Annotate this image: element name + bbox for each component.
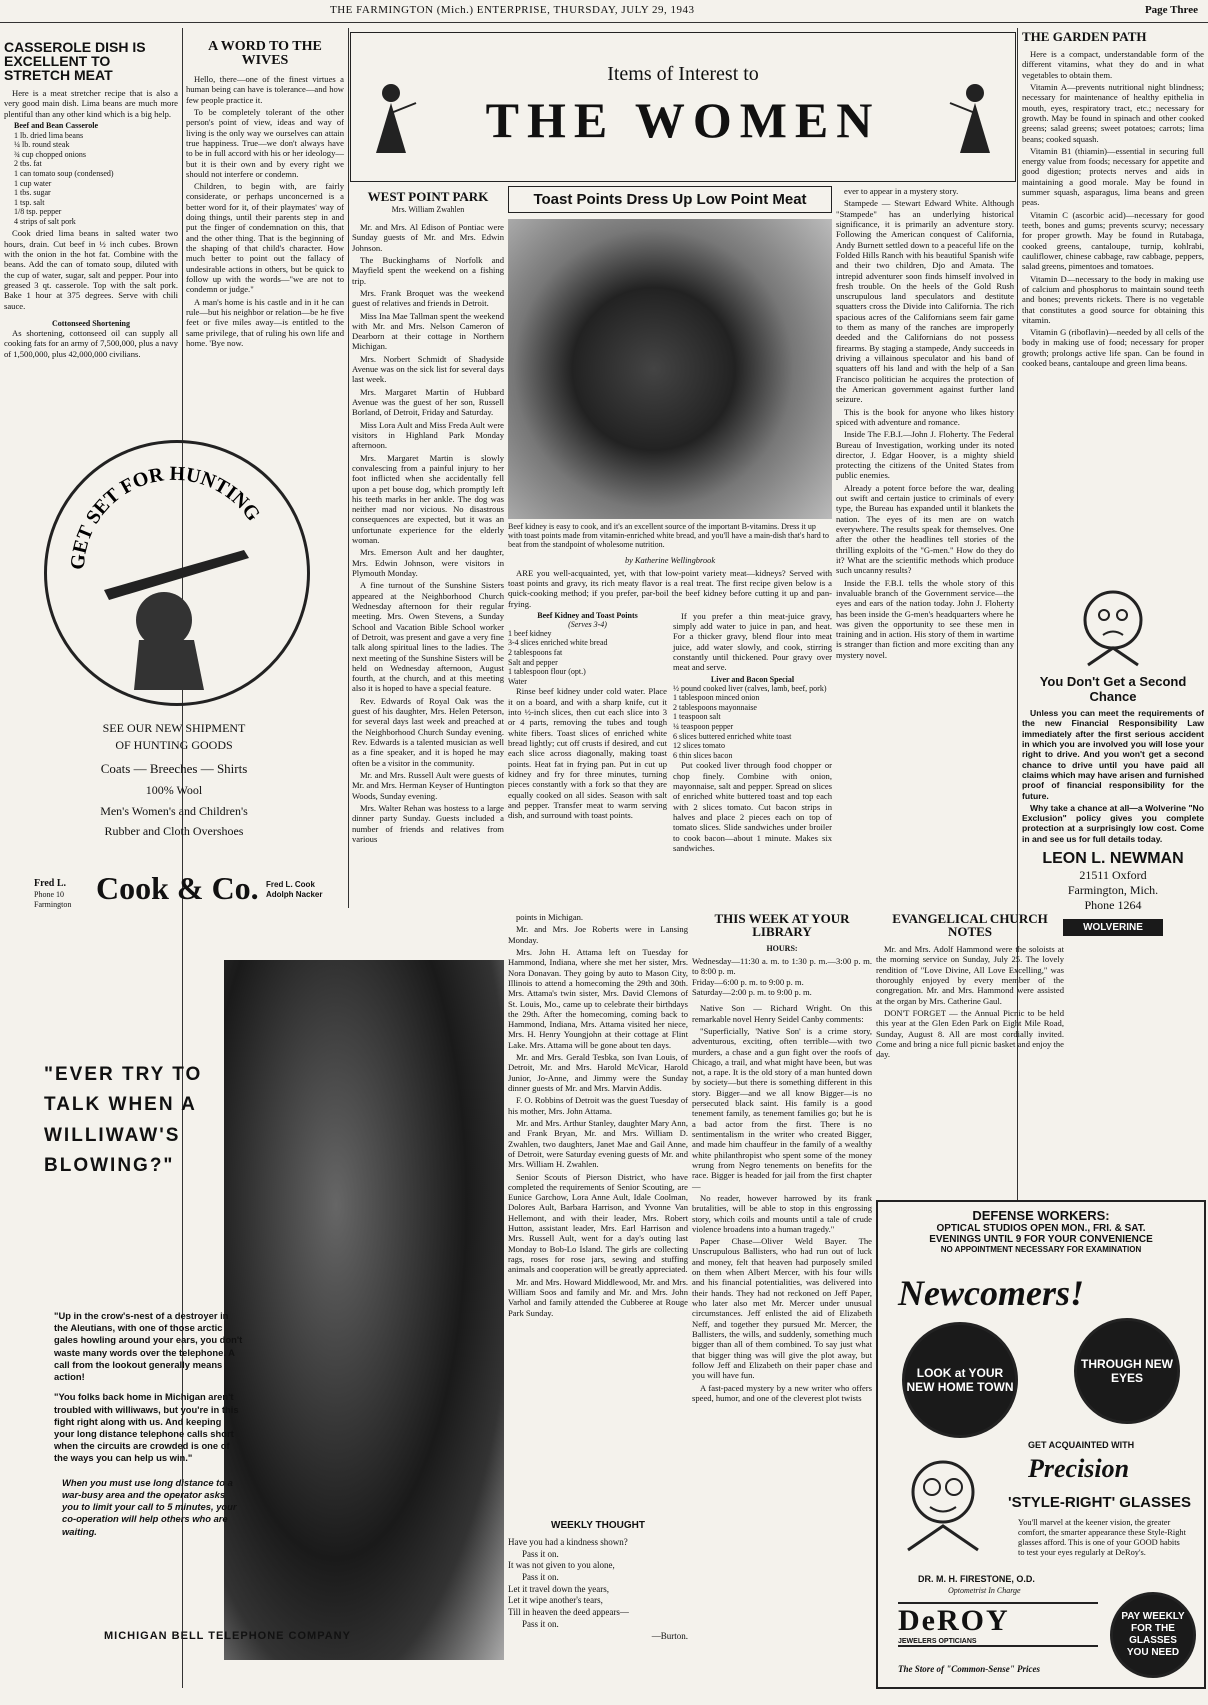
wolverine-logo: WOLVERINE <box>1063 919 1163 936</box>
westpoint-title: WEST POINT PARK <box>367 189 489 204</box>
library-title: THIS WEEK AT YOUR LIBRARY <box>714 911 850 939</box>
casserole-method: Cook dried lima beans in salted water two hours, drain. Cut beef in ½ inch cubes. Brown with the onion in the hot fat. Combine with the beans. Add the can of tomato soup, diluted with the cup of water, sugar, salt and pepper. Pour into greased 3 qt. casserole. Top with the salt pork. Bake 1 hour at 375 degrees. Serve with chili sauce. <box>4 228 178 311</box>
casserole-article <box>4 40 178 400</box>
bubble-left: LOOK at YOUR NEW HOME TOWN <box>902 1322 1018 1438</box>
banner-main: THE WOMEN <box>485 92 881 148</box>
church-article <box>876 912 1064 1192</box>
ingredient: 2 tbs. fat <box>14 159 42 169</box>
hunter-illustration-icon <box>44 440 304 700</box>
newman-city: Farmington, Mich. <box>1067 883 1159 898</box>
toast-article <box>508 186 832 908</box>
ingredient: 1 cup water <box>14 178 52 188</box>
church-title: EVANGELICAL CHURCH NOTES <box>892 911 1048 939</box>
recipe-title: Beef and Bean Casserole <box>14 120 99 130</box>
newman-ad <box>1022 580 1204 940</box>
hunting-line: SEE OUR NEW SHIPMENT <box>102 721 246 735</box>
page-number: Page Three <box>1144 4 1198 16</box>
recipe-ingredients: 1 beef kidney 3-4 slices enriched white bread 2 tablespoons fat Salt and pepper 1 tablespoon flour (opt.) Water <box>508 628 608 686</box>
westpoint-continued-body: points in Michigan. Mr. and Mrs. Joe Roberts were in Lansing Monday. Mrs. John H. Attama left on Tuesday for Hammond, Indiana, where she met her sister, Mrs. Nora Donavan. They going by auto to Mason City, Illinois to attend a homecoming the 29th and 30th. Mrs. Attama's twin sister, Mrs. David Clemons of St. Louis, Mo., came up to celebrate their birthdays the 29th. After the homecoming, coming back to Hammond, Indiana, Mrs. Attama visited her niece, Mrs. H. Henry Youngjohn at their cottage at Flint Lake. Mrs. Attama will be gone about ten days. Mr. and Mrs. Gerald Tesbka, son Ivan Louis, of Detroit, Mr. and Mrs. Harold McVicar, Harold Junior, Jo-Anne, and Jimmy were the Sunday dinner guests of Mr. and Mrs. Marvin Addis. F. O. Robbins of Detroit was the guest Tuesday of his mother, Mrs. John Attama. Mr. and Mrs. Arthur Stanley, daughter Mary Ann, and Frank Bryan, Mr. and Mrs. William D. Zwahlen, two daughters, Janet Mae and Gail Anne, of Detroit, were Saturday evening guests of Mr. and Mrs. William H. Zwahlen. Senior Scouts of Pierson District, who have completed the requirements of Senior Scouting, are Eunice Garchow, Lora Anne Ault, Idale Coolman, Dolores Ault, Barbara Harrison, and Yvonne Van Hellemont, and with their leader, Mrs. Robert Hutton, assistant leader, Mrs. Earl Harrison and Mrs. Russell Ault, went for a day's outing last Monday to Bob-Lo Island. The girls are collecting rags, roses for rose jars, sewing and stuffing animals and cooperation will be greatly appreciated. Mr. and Mrs. Howard Middlewood, Mr. and Mrs. William Soos and family and Mr. and Mrs. John Varhol and family attended the Cubberee at Rouge Park Sunday. <box>508 912 688 1318</box>
hunting-left-info: Fred L. Phone 10 Farmington <box>34 878 72 909</box>
recipe-title: Liver and Bacon Special <box>710 674 795 684</box>
doctor-title: Optometrist In Charge <box>948 1586 1021 1595</box>
recipe-serves: (Serves 3-4) <box>568 619 607 629</box>
ingredient: 1/8 tsp. pepper <box>14 207 62 217</box>
woman-figure-right-icon <box>945 73 1005 173</box>
hunting-line: 100% Wool <box>145 782 203 797</box>
man-with-glasses-icon <box>888 1442 998 1552</box>
masthead: THE FARMINGTON (Mich.) ENTERPRISE, THURSDAY, JULY 29, 1943 <box>330 4 695 16</box>
newman-headline: You Don't Get a Second Chance <box>1039 674 1187 704</box>
newman-body: Unless you can meet the requirements of the new Financial Responsibility Law immediately after the first serious accident in which you are involved you will lose your right to drive. And you won't get a second chance to drive until you have paid all claims which may have arisen and furnished proof of financial responsibility for the future. Why take a chance at all—a Wolverine "No Exclusion" policy gives you complete protection at a surprisingly low cost. Come in and see us for full details today. <box>1022 708 1204 844</box>
casserole-intro: Here is a meat stretcher recipe that is also a very good main dish. Lima beans are much more plentiful than any other kind which is a big help. <box>4 88 178 119</box>
hunting-line: Rubber and Cloth Overshoes <box>104 824 244 839</box>
library-body: Native Son — Richard Wright. On this remarkable novel Henry Seidel Canby comments: "Superficially, 'Native Son' is a crime story, adventurous, exciting, often terrible—with two murders, a chase and a gun fight over the roofs of Chicago, a trail, and what might have been, but was not, a rape. It is the old story of a man hunted down by society—but there is something different in this story. Bigger—and we all know Bigger—is no persecuted black saint. His family is a good tenement family, as tenement families go; but he is a bad actor from the first. There is no sentimentalism in the writer who created Bigger, and made him chauffeur in the family of a wealthy white philanthropist who spent some of the money wrung from Negro tenements on benefits for the race. Bigger is headed for jail from the first chapter— No reader, however harrowed by its frank brutalities, will be able to stop in this engrossing story, which coils and mounts until a tale of crude violence broadens into a human tragedy." Paper Chase—Oliver Weld Bayer. The Unscrupulous Ballisters, who had run out of luck and money, felt that heaven had purposely smiled on them when Albert Mercer, with his four wills and his financial potentialities, was delivered into their hands. They had not reckoned on Jeff Paper, who later also met Mr. Mercer under unusual circumstances. Jeff enlisted the aid of Elizabeth Neff, and together they pursued Mr. Mercer, the Ballisters, the wills, and suddenly, something much bigger than all of them combined. To say just what that bigger thing was will give the plot away, but follow Jeff and Elizabeth on their paper chase and you will have fun. A fast-paced mystery by a new writer who offers speed, humor, and one of the cleverest plot twists <box>692 1003 872 1403</box>
recipe-title: Beef Kidney and Toast Points <box>537 610 638 620</box>
westpoint-byline: Mrs. William Zwahlen <box>391 205 465 214</box>
deroy-ad <box>876 1200 1206 1689</box>
cottonseed-text: As shortening, cottonseed oil can supply all cooking fats for an army of 7,500,000, plus a navy of 1,500,000, plus 42,000,000 civilians. <box>4 327 178 359</box>
ingredient: 1 lb. dried lima beans <box>14 130 84 140</box>
casserole-recipe <box>14 121 178 227</box>
garden-title: THE GARDEN PATH <box>1022 29 1147 44</box>
column-rule <box>348 28 349 908</box>
gravy-text: If you prefer a thin meat-juice gravy, simply add water to juice in pan, and heat. For a thicker gravy, blend flour into meat juice, add water slowly, and cook, stirring constantly until thickened. Pour gravy over meat and serve. <box>673 610 832 673</box>
library-hours-label: HOURS: <box>766 944 798 953</box>
cottonseed-title: Cottonseed Shortening <box>51 318 130 328</box>
toast-caption: Beef kidney is easy to cook, and it's an excellent source of the important B-vitamins. Dress it up with toast points made from vitamin-enriched white bread, and you'll have a main-dish that's hard to beat from the standpoint of wholesome nutrition. <box>508 522 830 550</box>
toast-columns <box>508 611 832 855</box>
page-header <box>0 0 1208 22</box>
ingredient: 1 can tomato soup (condensed) <box>14 168 114 178</box>
westpoint-continued <box>508 912 688 1318</box>
ingredient: 1 tsp. salt <box>14 197 45 207</box>
toast-col-2 <box>673 611 832 855</box>
hunting-arc-text: GET SET FOR HUNTING <box>66 462 265 571</box>
hunting-line: Coats — Breeches — Shirts <box>100 760 248 776</box>
church-body: Mr. and Mrs. Adolf Hammond were the soloists at the morning service on Sunday, July 25. The lovely rendition of "Love Divine, All Love Excelling," was thoroughly enjoyed by every member of the congregation. Mr. and Mrs. Hammond were assisted at the organ by Mrs. Catherine Gaul. DON'T FORGET — the Annual Picnic to be held this year at the Glen Eden Park on Eight Mile Road, Sunday, August 8. All are most cordially invited. Come and bring a nice full picnic basket and enjoy the day. <box>876 944 1064 1060</box>
wives-body: Hello, there—one of the finest virtues a human being can have is tolerance—and how few people practice it. To be completely tolerant of the other person's point of view, ideas and way of living is the only way we ourselves can attain true happiness. True—we don't always have to be in full accord with his or her ideology—but it is their own and by every right we should not interfere or condemn. Children, to begin with, are fairly considerate, or perhaps unconcerned is a better word for it, of their playmates' way of doing things, until their parents step in and put the finger of condemnation on this, that and the other thing. That is the beginning of the shaping of that child's character. How much better to point out the fallacy of undesirable actions in others, but be quick to follow up with the words—"we are not to condemn or judge." A man's home is his castle and in it he can rule—but his neighbor or relation—be he five feet or five miles away—is entitled to the same privilege, that of ruling his own life and home. 'Bye now. <box>186 74 344 348</box>
hunting-line: OF HUNTING GOODS <box>115 737 233 752</box>
newman-phone: Phone 1264 <box>1084 898 1142 913</box>
hunting-line: Men's Women's and Children's <box>100 803 248 818</box>
bubble-right: THROUGH NEW EYES <box>1074 1318 1180 1424</box>
hunting-ad <box>4 440 344 930</box>
hunting-ad-text <box>4 720 344 840</box>
hunting-emblem <box>44 440 310 706</box>
style-right: 'STYLE-RIGHT' GLASSES <box>1008 1494 1191 1511</box>
ingredient: ¼ lb. round steak <box>14 140 70 150</box>
toast-title: Toast Points Dress Up Low Point Meat <box>508 186 832 213</box>
bell-headline: "EVER TRY TO TALK WHEN A WILLIWAW'S BLOWING?" <box>44 1064 203 1177</box>
westpoint-body: Mr. and Mrs. Al Edison of Pontiac were Sunday guests of Mr. and Mrs. Edwin Johnson. The Buckinghams of Norfolk and Mayfield spent the weekend on a fishing trip. Mrs. Frank Broquet was the weekend guest of relatives and friends in Detroit. Miss Ina Mae Tallman spent the weekend with Mr. and Mrs. Nelson Cameron of Dearborn at their cottage in Northern Michigan. Mrs. Norbert Schmidt of Shadyside Avenue was on the sick list for several days last week. Mrs. Margaret Martin of Hubbard Avenue was the guest of her son, Russell Borland, of Detroit, Friday and Saturday. Miss Lora Ault and Miss Freda Ault were visitors in Highland Park Monday afternoon. Mrs. Margaret Martin is slowly convalescing from a painful injury to her foot inflicted when she accidentally fell upon a pet bouse dog, which promptly left his teeth marks in her ankle. The dog was neither mad nor vicious. No disastrous consequences are expected, but it was an unfortunate experience for the elderly woman. Mrs. Emerson Ault and her daughter, Mrs. Edwin Johnson, were visitors in Plymouth Monday. A fine turnout of the Sunshine Sisters appeared at the Neighborhood Church Wednesday afternoon for their regular meeting. Mrs. Owen Stevens, a Sunday School and Vacation Bible School worker of Detroit, was present and gave a very fine talk along spiritual lines to the ladies. The next meeting of the Sunshine Sisters will be held on Wednesday afternoon, August fourth, at the church, and at this meeting also it is hoped to have a special feature. Rev. Edwards of Royal Oak was the guest of his daughter, Mrs. Helen Peterson, for several days last week and preached at the Neighborhood Church Sunday evening. Rev. Edwards is a talented musician as well as a fine speaker, and it is hoped he may often be a visitor in the community. Mr. and Mrs. Russell Ault were guests of Mr. and Mrs. Herman Keyser of Huntington Woods, Sunday evening. Mrs. Walter Rehan was hostess to a large dinner party Sunday. Guests included a number of friends and relatives from various <box>352 222 504 844</box>
cook-co-brand: Cook & Co. <box>96 870 259 906</box>
header-rule <box>0 22 1208 23</box>
wives-title: A WORD TO THE WIVES <box>208 39 322 68</box>
garden-article <box>1022 30 1204 590</box>
wives-article <box>186 39 344 348</box>
book-reviews-column <box>836 186 1014 906</box>
pay-weekly-badge: PAY WEEKLY FOR THE GLASSES YOU NEED <box>1110 1592 1196 1678</box>
bell-company: MICHIGAN BELL TELEPHONE COMPANY <box>104 1630 351 1642</box>
toast-byline: by Katherine Wellingbrook <box>624 555 716 565</box>
recipe-method: Put cooked liver through food chopper or chop finely. Combine with onion, mayonnaise, salt and pepper. Spread on slices of enriched white buttered toast and top each with 2 slices tomato. Cut bacon strips in halves and place 2 pieces each on top of tomato slices. Slide sandwiches under broiler to cook bacon—about 1 minute. Makes six sandwiches. <box>673 760 832 853</box>
newman-name: LEON L. NEWMAN <box>1042 850 1184 868</box>
hunting-right-info: Fred L. Cook Adolph Nacker <box>266 880 323 900</box>
newman-address: 21511 Oxford <box>1079 868 1147 883</box>
book-reviews-body: ever to appear in a mystery story. Stampede — Stewart Edward White. Although "Stampede" has an underlying historical significance, it is primarily an adventure story. Following the American conquest of California, Andy Burnett settled down to a peaceful life on the Folded Hills Ranch with his beautiful Spanish wife and their two children, Djo and Amata. The intrepid adventurer soon finds himself involved in fresh trouble. On the heels of the Gold Rush unscrupulous land speculators and destitute squatters cross the Divide into California. The rich spacious acres of the Californians seem fair game to them as many of the ranches are improperly deeded and the Californians do not possess firearms. By staging a stampede, Andy succeeds in driving a villainous speculator and his band of squatters off his land and with the help of a San Francisco politician he acquires the protection of the American government against further land seizure. This is the book for anyone who likes history spiced with adventure and romance. Inside The F.B.I.—John J. Floherty. The Federal Bureau of Investigation, working under its noted director, J. Edgar Hoover, is a mighty shield protecting the citizens of the United States from public enemies. Already a potent force before the war, dealing out swift and certain justice to criminals of every type, the Bureau has expanded until it blankets the nation. The eyes of its men are on watch everywhere. The results speak for themselves. One after the other the headlines tell stories of the thrilling exploits of the "G-men." How do they do it? What are the scientific methods which produce such uncanny results? Inside the F.B.I. tells the whole story of this invaluable branch of the Government service—the eyes and ears of the nation today. John J. Floherty has been inside the G-men's headquarters where he was given the opportunity to see these men in training and in action. His story of them in wartime is stranger than fiction and more exciting than any mystery novel. <box>836 186 1014 660</box>
recipe-ingredients: ½ pound cooked liver (calves, lamb, beef, pork) 1 tablespoon minced onion 2 tablespoons mayonnaise 1 teaspoon salt ¼ teaspoon pepper 6 slices buttered enriched white toast 12 slices tomato 6 thin slices bacon <box>673 683 827 760</box>
thought-author: —Burton. <box>651 1630 688 1641</box>
garden-body: Here is a compact, understandable form of the different vitamins, what they do and in what vegetables to obtain them. Vitamin A—prevents nutritional night blindness; necessary for maintenance of healthy epithelia in mouth, eyes, respiratory tract, etc.; necessary for growth. May be found in spinach and other cooked greens; salad greens; sweet potatoes; carrots; lima beans; cooked squash. Vitamin B1 (thiamin)—essential in securing full energy value from foods; necessary for appetite and good digestion; protects nerves and aids in maintaining a good morale. May be found in summer squash, asparagus, lima beans and green peas. Vitamin C (ascorbic acid)—necessary for good teeth, bones and gums; prevents scurvy; necessary for proper growth. May be found in Rutabaga, cooked greens, cantaloupe, turnip, kohlrabi, cauliflower, chinese cabbage, raw cabbage, peppers, salad greens, pimentoes and tomatoes. Vitamin D—necessary to the body in making use of calcium and phosphorus to maintain sound teeth and bones; prevents rickets. There is no vegetable that constitutes a good source for obtaining this vitamin. Vitamin G (riboflavin)—needed by all cells of the body in making use of food; necessary for proper growth; prolongs active life span. Can be found in cooked beans, cantaloupe and green lima beans. <box>1022 49 1204 369</box>
thought-poem: Have you had a kindness shown? Pass it on. It was not given to you alone, Pass it on. Let it travel down the years, Let it wipe another's tears, Till in heaven the deed appears— Pass it on. <box>508 1537 629 1629</box>
deroy-logo: DeROY JEWELERS OPTICIANS <box>898 1602 1098 1647</box>
defense-heading: DEFENSE WORKERS: OPTICAL STUDIOS OPEN MON., FRI. & SAT. EVENINGS UNTIL 9 FOR YOUR CONVENIENCE NO APPOINTMENT NECESSARY FOR EXAMINATION <box>929 1208 1153 1254</box>
deroy-body: You'll marvel at the keener vision, the greater comfort, the smarter appearance these Style-Right glasses afford. This is one of your GOOD habits to test your eyes regularly at DeRoy's. <box>1018 1518 1186 1558</box>
precision-script: Precision <box>1028 1454 1130 1483</box>
toast-col-1 <box>508 611 667 855</box>
library-article <box>692 912 872 1687</box>
store-tagline: The Store of "Common-Sense" Prices <box>898 1664 1040 1674</box>
thought-title: WEEKLY THOUGHT <box>551 1520 645 1531</box>
weekly-thought <box>508 1520 688 1685</box>
worried-man-icon <box>1068 580 1158 670</box>
kidney-dish-photo <box>508 219 832 519</box>
newcomers-script: Newcomers! <box>898 1273 1084 1313</box>
library-hours: Wednesday—11:30 a. m. to 1:30 p. m.—3:00 p. m. to 8:00 p. m. Friday—6:00 p. m. to 9:00 p. m. Saturday—2:00 p. m. to 9:00 p. m. <box>692 956 872 997</box>
ingredient: 4 strips of salt pork <box>14 216 76 226</box>
westpoint-article <box>352 190 504 910</box>
doctor-name: DR. M. H. FIRESTONE, O.D. <box>918 1574 1035 1584</box>
banner-top: Items of Interest to <box>607 63 759 85</box>
sailor-photo <box>224 960 504 1660</box>
acquainted: GET ACQUAINTED WITH <box>1028 1440 1135 1450</box>
bell-body: "Up in the crow's-nest of a destroyer in the Aleutians, with one of those arctic gales howling around your ears, you don't waste many words over the telephone. A call from the lookout generally means action! "You folks back home in Michigan aren't troubled with williwaws, but you're in this fight right along with us. And keeping your long distance telephone calls short when the circuits are crowded is one of the ways you can help us win." When you must use long distance to a war-busy area and the operator asks you to limit your call to 5 minutes, your co-operation will help others who are waiting. <box>54 1310 243 1537</box>
toast-intro: ARE you well-acquainted, yet, with that low-point variety meat—kidneys? Served with toast points and gravy, its rich meaty flavor is a real treat. The first recipe given below is a quick-cooking method; if you prefer, par-boil the beef kidney before cutting it up and pan-frying. <box>508 567 832 609</box>
ingredient: 1 tbs. sugar <box>14 188 51 198</box>
ingredient: ¾ cup chopped onions <box>14 149 86 159</box>
woman-figure-left-icon <box>361 73 421 173</box>
recipe-method: Rinse beef kidney under cold water. Place it on a board, and with a sharp knife, cut it into ½-inch slices, then cut each slice into 3 or 4 parts, removing the tubes and tough white fibers. Toast slices of enriched white bread lightly; cut off crusts if desired, and cut each slice across diagonally, making toast points. Heat fat in frying pan. Put in cut up kidney and fry for three minutes, turning pieces constantly with a fork so that they are equally cooked on all sides. Season with salt and pepper. Transfer meat to warm serving dish, and surround with toast points. <box>508 686 667 821</box>
bell-ad <box>4 940 504 1685</box>
women-banner <box>350 32 1016 182</box>
casserole-title: CASSEROLE DISH IS EXCELLENT TO STRETCH MEAT <box>4 39 146 83</box>
